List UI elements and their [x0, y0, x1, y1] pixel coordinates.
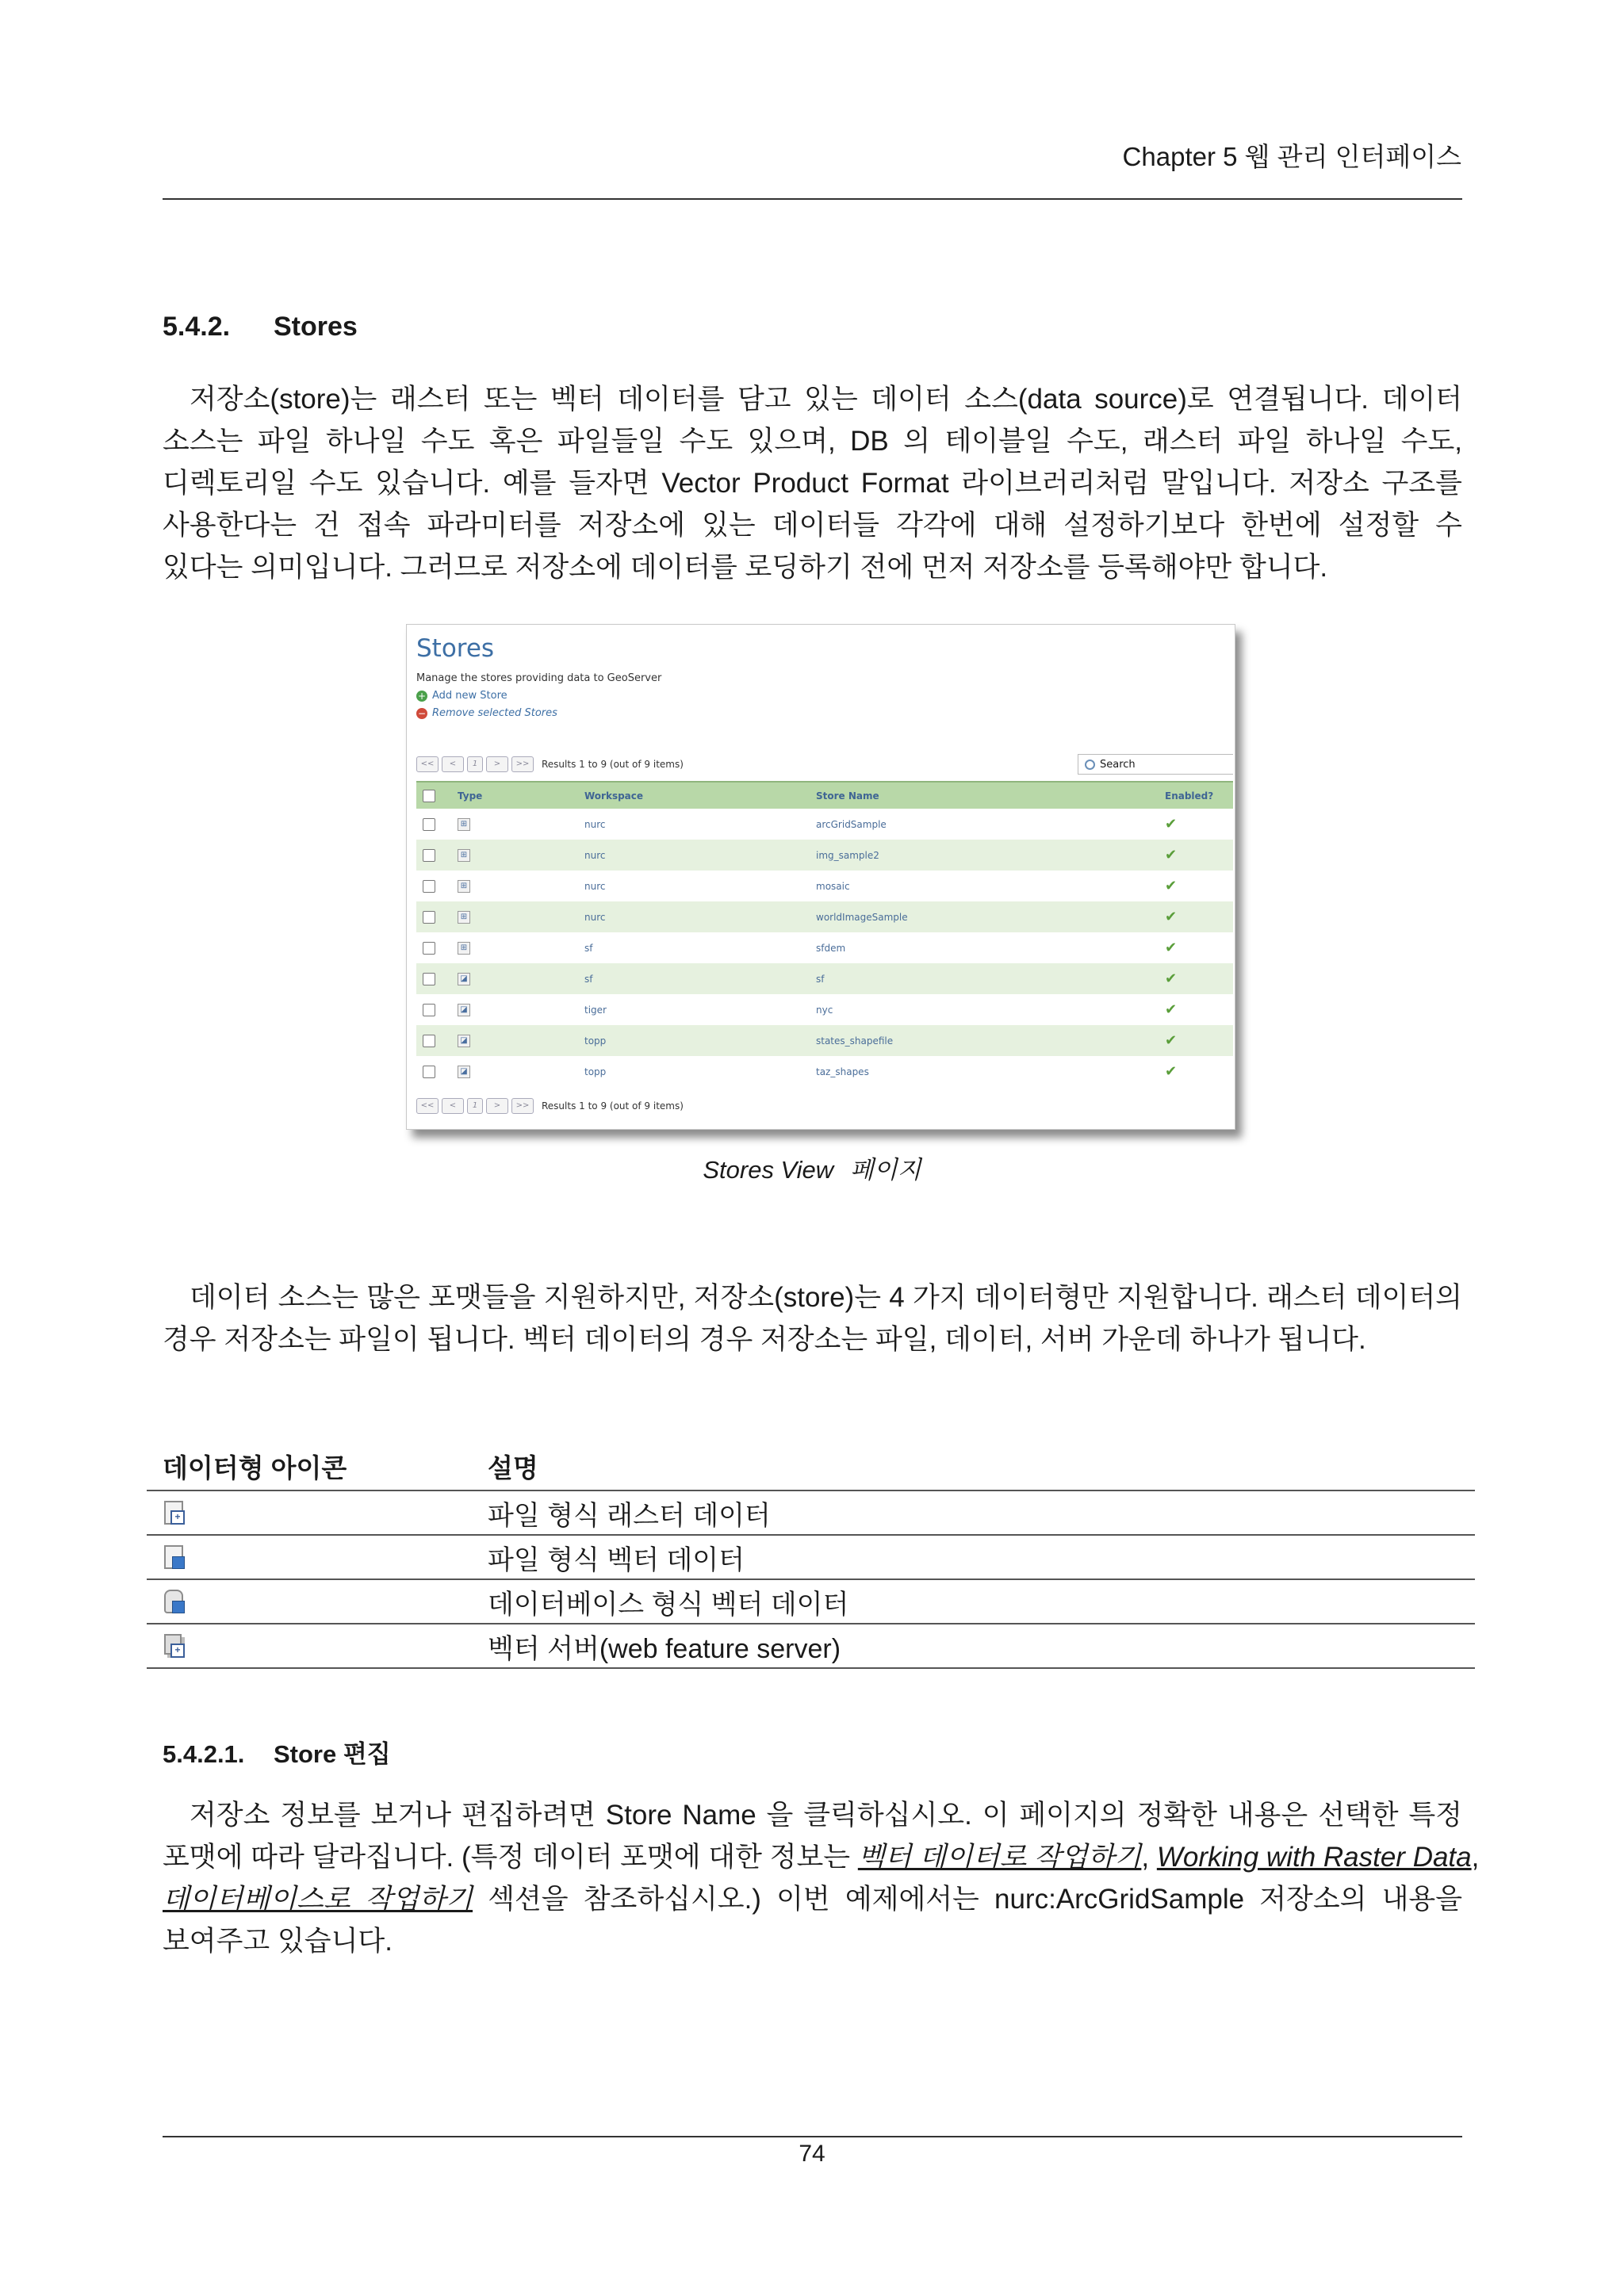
header-rule [163, 198, 1462, 200]
table-body [416, 809, 1233, 1087]
table-row[interactable] [416, 994, 1233, 1025]
para3-line: 보여주고 있습니다. [163, 1926, 393, 1957]
edit-paragraph [163, 1794, 1480, 1962]
footer-rule [163, 2136, 1462, 2137]
subsection-heading [163, 1734, 391, 1770]
para3-line [163, 1836, 1480, 1878]
table-row[interactable] [416, 963, 1233, 994]
workspace-cell[interactable]: topp [584, 1035, 607, 1047]
section-number: 5.4.2. [163, 312, 231, 342]
row-checkbox[interactable] [423, 1004, 435, 1016]
page-number-button[interactable]: 1 [467, 1098, 483, 1114]
vector-store-icon: ◪ [458, 1035, 470, 1047]
workspace-cell[interactable]: sf [584, 942, 593, 954]
search-icon [1085, 760, 1095, 770]
database-vector-icon [164, 1590, 185, 1613]
section-title: Stores [274, 312, 358, 342]
table-row[interactable] [416, 871, 1233, 901]
stores-table [416, 781, 1233, 1087]
pager-bottom [416, 1097, 684, 1115]
prev-page-button[interactable]: < [442, 1098, 464, 1114]
datatype-table-header [147, 1443, 1475, 1491]
datatype-description: 파일 형식 래스터 데이터 [488, 1500, 771, 1531]
store-name-cell[interactable]: nyc [816, 1004, 833, 1016]
search-input[interactable] [1078, 754, 1233, 775]
vector-store-icon: ◪ [458, 1066, 470, 1078]
table-row[interactable] [416, 840, 1233, 871]
column-header-workspace[interactable]: Workspace [584, 790, 644, 802]
store-name-cell[interactable]: img_sample2 [816, 849, 879, 861]
first-page-button[interactable]: << [416, 756, 439, 772]
workspace-cell[interactable]: nurc [584, 818, 606, 830]
workspace-cell[interactable]: sf [584, 973, 593, 985]
workspace-cell[interactable]: tiger [584, 1004, 607, 1016]
stores-page-description: Manage the stores providing data to GeoServer [416, 672, 662, 684]
workspace-cell[interactable]: nurc [584, 849, 606, 861]
enabled-check-icon: ✔ [1165, 1001, 1178, 1018]
store-name-cell[interactable]: worldImageSample [816, 911, 908, 923]
caption-english: Stores View [703, 1156, 834, 1184]
intro-paragraph [163, 378, 1462, 588]
table-row[interactable] [416, 901, 1233, 932]
row-checkbox[interactable] [423, 818, 435, 831]
datatype-paragraph [163, 1276, 1462, 1360]
running-head: Chapter 5 웹 관리 인터페이스 [1122, 142, 1461, 171]
header-desc-column: 설명 [488, 1453, 538, 1483]
results-count: Results 1 to 9 (out of 9 items) [542, 759, 684, 770]
intro-line: 소스는 파일 하나일 수도 혹은 파일들일 수도 있으며, DB 의 테이블일 수도, 래스터 파일 하나일 수도, [163, 426, 1462, 457]
enabled-check-icon: ✔ [1165, 970, 1178, 987]
intro-line: 있다는 의미입니다. 그러므로 저장소에 데이터를 로딩하기 전에 먼저 저장소를 등록해야만 합니다. [163, 552, 1328, 583]
section-heading [163, 312, 358, 342]
link-comma: , [1471, 1842, 1480, 1873]
row-checkbox[interactable] [423, 942, 435, 955]
next-page-button[interactable]: > [486, 756, 508, 772]
enabled-check-icon: ✔ [1165, 1032, 1178, 1049]
enabled-check-icon: ✔ [1165, 816, 1178, 832]
row-checkbox[interactable] [423, 1066, 435, 1078]
vector-data-link[interactable]: 벡터 데이터로 작업하기 [857, 1842, 1142, 1873]
workspace-cell[interactable]: topp [584, 1066, 607, 1077]
vector-server-icon: + [164, 1634, 185, 1658]
pager-top [416, 756, 684, 773]
raster-store-icon: ⊞ [458, 911, 470, 924]
raster-store-icon: ⊞ [458, 942, 470, 955]
page-number-button[interactable]: 1 [467, 756, 483, 772]
workspace-cell[interactable]: nurc [584, 911, 606, 923]
store-name-cell[interactable]: sf [816, 973, 825, 985]
intro-line: 저장소(store)는 래스터 또는 벡터 데이터를 담고 있는 데이터 소스(data source)로 연결됩니다. 데이터 [190, 384, 1462, 415]
plus-icon: + [417, 690, 427, 702]
minus-icon: − [417, 707, 427, 719]
stores-page-title: Stores [416, 634, 495, 663]
link-separator: , [1141, 1842, 1157, 1873]
store-name-cell[interactable]: sfdem [816, 942, 846, 954]
store-name-cell[interactable]: states_shapefile [816, 1035, 894, 1047]
last-page-button[interactable]: >> [511, 756, 534, 772]
row-checkbox[interactable] [423, 880, 435, 893]
store-name-cell[interactable]: taz_shapes [816, 1066, 869, 1077]
search-placeholder: Search [1100, 758, 1136, 771]
table-row[interactable] [416, 932, 1233, 963]
table-row[interactable] [416, 809, 1233, 840]
row-checkbox[interactable] [423, 1035, 435, 1047]
raster-file-icon: + [164, 1501, 185, 1525]
workspace-cell[interactable]: nurc [584, 880, 606, 892]
caption-korean: 페이지 [849, 1156, 921, 1184]
table-header-row [416, 781, 1233, 809]
select-all-checkbox[interactable] [423, 790, 435, 802]
stores-screenshot-figure [406, 624, 1235, 1130]
para3-line2-text: 포맷에 따라 달라집니다. (특정 데이터 포맷에 대한 정보는 [163, 1842, 858, 1873]
store-name-cell[interactable]: mosaic [816, 880, 850, 892]
prev-page-button[interactable]: < [442, 756, 464, 772]
subsection-number: 5.4.2.1. [163, 1740, 245, 1768]
vector-file-icon [164, 1545, 185, 1569]
row-checkbox[interactable] [423, 911, 435, 924]
table-row [147, 1536, 1475, 1580]
datatype-table [147, 1443, 1475, 1669]
para3-line [163, 1878, 1462, 1920]
enabled-check-icon: ✔ [1165, 909, 1178, 925]
row-checkbox[interactable] [423, 849, 435, 862]
datatype-description: 데이터베이스 형식 벡터 데이터 [488, 1589, 849, 1620]
database-link[interactable]: 데이터베이스로 작업하기 [163, 1884, 473, 1915]
raster-store-icon: ⊞ [458, 849, 470, 862]
column-header-type[interactable]: Type [458, 790, 483, 802]
last-page-button[interactable]: >> [511, 1098, 534, 1114]
table-row [147, 1491, 1475, 1536]
intro-line: 사용한다는 건 접속 파라미터를 저장소에 있는 데이터들 각각에 대해 설정하기보다 한번에 설정할 수 [163, 510, 1462, 541]
subsection-title: Store 편집 [274, 1740, 391, 1768]
remove-stores-label: Remove selected Stores [432, 707, 557, 719]
raster-store-icon: ⊞ [458, 880, 470, 893]
datatype-description: 파일 형식 벡터 데이터 [488, 1544, 745, 1575]
table-row [147, 1580, 1475, 1624]
para2-line: 데이터 소스는 많은 포맷들을 지원하지만, 저장소(store)는 4 가지 데이터형만 지원합니다. 래스터 데이터의 [190, 1282, 1462, 1313]
vector-store-icon: ◪ [458, 1004, 470, 1016]
table-row[interactable] [416, 1056, 1233, 1087]
intro-line: 디렉토리일 수도 있습니다. 예를 들자면 Vector Product Format 라이브러리처럼 말입니다. 저장소 구조를 [163, 468, 1462, 499]
first-page-button[interactable]: << [416, 1098, 439, 1114]
header-icon-column: 데이터형 아이콘 [163, 1453, 347, 1483]
column-header-enabled[interactable]: Enabled? [1165, 790, 1214, 802]
enabled-check-icon: ✔ [1165, 847, 1178, 863]
add-store-link[interactable] [416, 690, 508, 702]
para2-line: 경우 저장소는 파일이 됩니다. 벡터 데이터의 경우 저장소는 파일, 데이터, 서버 가운데 하나가 됩니다. [163, 1324, 1366, 1355]
para3-line3-text: 섹션을 참조하십시오.) 이번 예제에서는 nurc:ArcGridSample 저장소의 내용을 [473, 1884, 1463, 1915]
datatype-description: 벡터 서버(web feature server) [488, 1633, 841, 1664]
enabled-check-icon: ✔ [1165, 878, 1178, 894]
para3-line: 저장소 정보를 보거나 편집하려면 Store Name 을 클릭하십시오. 이 페이지의 정확한 내용은 선택한 특정 [190, 1800, 1462, 1831]
row-checkbox[interactable] [423, 973, 435, 985]
column-header-store-name[interactable]: Store Name [816, 790, 879, 802]
table-row[interactable] [416, 1025, 1233, 1056]
enabled-check-icon: ✔ [1165, 1063, 1178, 1080]
add-store-label: Add new Store [432, 690, 508, 702]
raster-store-icon: ⊞ [458, 818, 470, 831]
page-number: 74 [799, 2141, 825, 2167]
vector-store-icon: ◪ [458, 973, 470, 985]
figure-caption [0, 1150, 1624, 1185]
raster-data-link[interactable]: Working with Raster Data [1156, 1842, 1472, 1873]
remove-stores-link[interactable] [416, 707, 557, 719]
store-name-cell[interactable]: arcGridSample [816, 818, 887, 830]
next-page-button[interactable]: > [486, 1098, 508, 1114]
results-count: Results 1 to 9 (out of 9 items) [542, 1100, 684, 1112]
enabled-check-icon: ✔ [1165, 939, 1178, 956]
table-row [147, 1624, 1475, 1669]
